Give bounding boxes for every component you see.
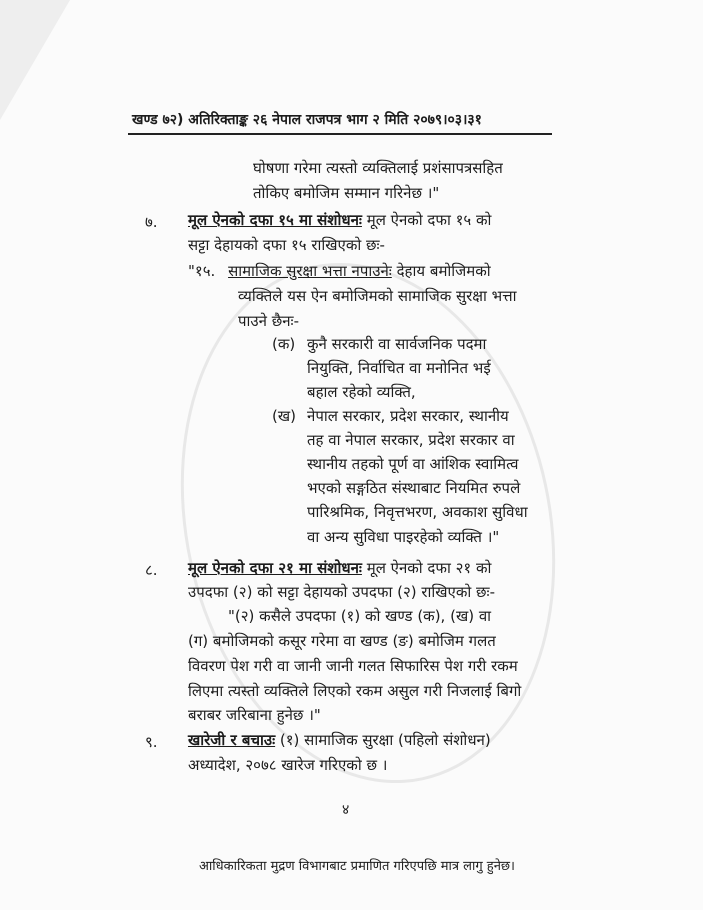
section-7-line-2: सट्टा देहायको दफा १५ राखिएको छः- — [188, 236, 385, 254]
clause-ka-line-2: नियुक्ति, निर्वाचित वा मनोनित भई — [307, 359, 491, 377]
section-7-sub-prefix: "१५. — [188, 262, 216, 280]
section-8-line-6: लिएमा त्यस्तो व्यक्तिले लिएको रकम असुल गरी निजलाई बिगो — [188, 682, 522, 700]
section-7-sub-line-3: पाउने छैनः- — [238, 312, 300, 330]
section-7-sub-line-1-rest: देहाय बमोजिमको — [396, 262, 491, 280]
section-9-line-1-rest: (१) सामाजिक सुरक्षा (पहिलो संशोधन) — [279, 731, 491, 749]
section-7-sub-line-1 — [188, 261, 491, 281]
continuation-line-1: घोषणा गरेमा त्यस्तो व्यक्तिलाई प्रशंसापत्रसहित — [253, 159, 503, 177]
section-9-heading: खारेजी र बचाउः — [188, 731, 276, 749]
section-9-number: ९. — [145, 733, 158, 751]
clause-ka-line-3: बहाल रहेको व्यक्ति, — [307, 383, 416, 401]
section-8-line-2: उपदफा (२) को सट्टा देहायको उपदफा (२) राखिएको छः- — [188, 583, 495, 601]
clause-kha-label: (ख) — [272, 407, 296, 425]
footer-note: आधिकारिकता मुद्रण विभागबाट प्रमाणित गरिएपछि मात्र लागु हुनेछ। — [199, 859, 515, 874]
section-8-line-1 — [188, 558, 491, 578]
section-7-number: ७. — [145, 213, 158, 231]
section-8-line-4: (ग) बमोजिमको कसूर गरेमा वा खण्ड (ङ) बमोजिम गलत — [188, 632, 496, 650]
continuation-line-2: तोकिए बमोजिम सम्मान गरिनेछ ।" — [253, 184, 440, 202]
section-7-sub-heading: सामाजिक सुरक्षा भत्ता नपाउनेः — [228, 262, 392, 280]
clause-kha-line-5: पारिश्रमिक, निवृत्तभरण, अवकाश सुविधा — [307, 503, 528, 521]
gazette-header: खण्ड ७२) अतिरिक्ताङ्क २६ नेपाल राजपत्र भाग २ मिति २०७९।०३।३१ — [132, 112, 482, 128]
page-number: ४ — [342, 802, 350, 818]
section-8-number: ८. — [145, 561, 158, 579]
section-8-line-3: "(२) कसैले उपदफा (१) को खण्ड (क), (ख) वा — [228, 607, 492, 625]
clause-kha-line-1: नेपाल सरकार, प्रदेश सरकार, स्थानीय — [307, 407, 509, 425]
section-7-heading: मूल ऐनको दफा १५ मा संशोधनः — [188, 211, 362, 229]
clause-kha-line-4: भएको सङ्गठित संस्थाबाट नियमित रुपले — [307, 479, 521, 497]
section-8-heading: मूल ऐनको दफा २१ मा संशोधनः — [188, 559, 362, 577]
section-9-line-2: अध्यादेश, २०७८ खारेज गरिएको छ । — [188, 756, 388, 774]
section-8-line-1-rest: मूल ऐनको दफा २१ को — [366, 559, 492, 577]
header-rule — [128, 133, 552, 135]
clause-kha-line-2: तह वा नेपाल सरकार, प्रदेश सरकार वा — [307, 431, 515, 449]
clause-kha-line-6: वा अन्य सुविधा पाइरहेको व्यक्ति ।" — [307, 528, 500, 546]
section-7-sub-line-2: व्यक्तिले यस ऐन बमोजिमको सामाजिक सुरक्षा भत्ता — [238, 287, 517, 305]
section-7-line-1 — [188, 210, 491, 230]
clause-ka-line-1: कुनै सरकारी वा सार्वजनिक पदमा — [307, 335, 487, 353]
clause-kha-line-3: स्थानीय तहको पूर्ण वा आंशिक स्वामित्व — [307, 455, 519, 473]
section-9-line-1 — [188, 730, 491, 750]
section-7-line-1-rest: मूल ऐनको दफा १५ को — [366, 211, 492, 229]
section-8-line-5: विवरण पेश गरी वा जानी जानी गलत सिफारिस पेश गरी रकम — [188, 657, 518, 675]
clause-ka-label: (क) — [272, 335, 296, 353]
section-8-line-7: बराबर जरिबाना हुनेछ ।" — [188, 706, 321, 724]
page-fold — [0, 0, 70, 120]
